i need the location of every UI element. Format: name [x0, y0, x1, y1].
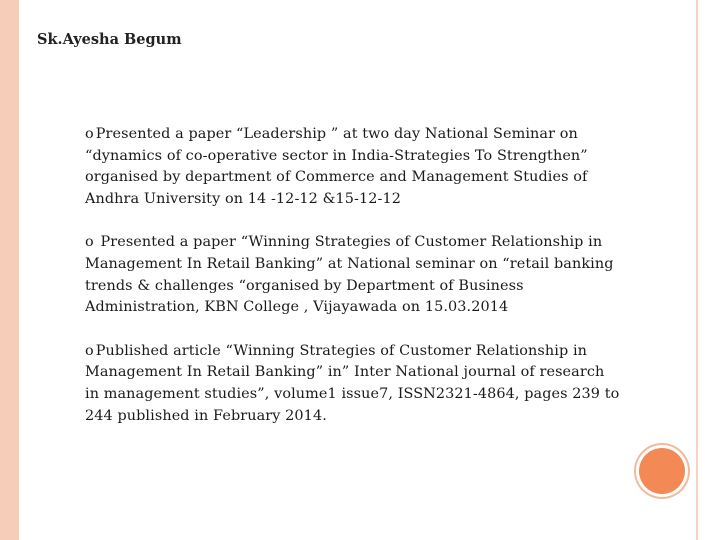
bullet-marker: o — [85, 342, 94, 359]
publication-text: Published article “Winning Strategies of Customer Relationship in Management In Retail Banking” in” Inter National journal of research in management studies”, volume1 issue7, ISSN2321-4864, pages 239 to 244 published in February 2014. — [85, 342, 620, 424]
bullet-marker: o — [85, 126, 94, 142]
slide-corner-circle — [639, 448, 685, 494]
publication-text: Presented a paper “Winning Strategies of Customer Relationship in Management In Retail Banking” at National seminar on “retail banking trends & challenges “organised by Department of Business Administration, KBN College , Vijayawada on 15.03.2014 — [85, 234, 614, 316]
publication-entry — [85, 232, 620, 318]
publication-list — [85, 124, 620, 449]
publication-text: Presented a paper “Leadership ” at two day National Seminar on “dynamics of co-operative sector in India-Strategies To Strengthen” organised by department of Commerce and Management Studies of Andhra University on 14 -12-12 &15-12-12 — [85, 126, 588, 207]
right-decorative-line — [696, 0, 698, 540]
author-name: Sk.Ayesha Begum — [37, 31, 182, 48]
left-decorative-bar — [0, 0, 19, 540]
publication-entry — [85, 341, 620, 427]
bullet-marker: o — [85, 234, 94, 251]
publication-entry — [85, 124, 620, 210]
